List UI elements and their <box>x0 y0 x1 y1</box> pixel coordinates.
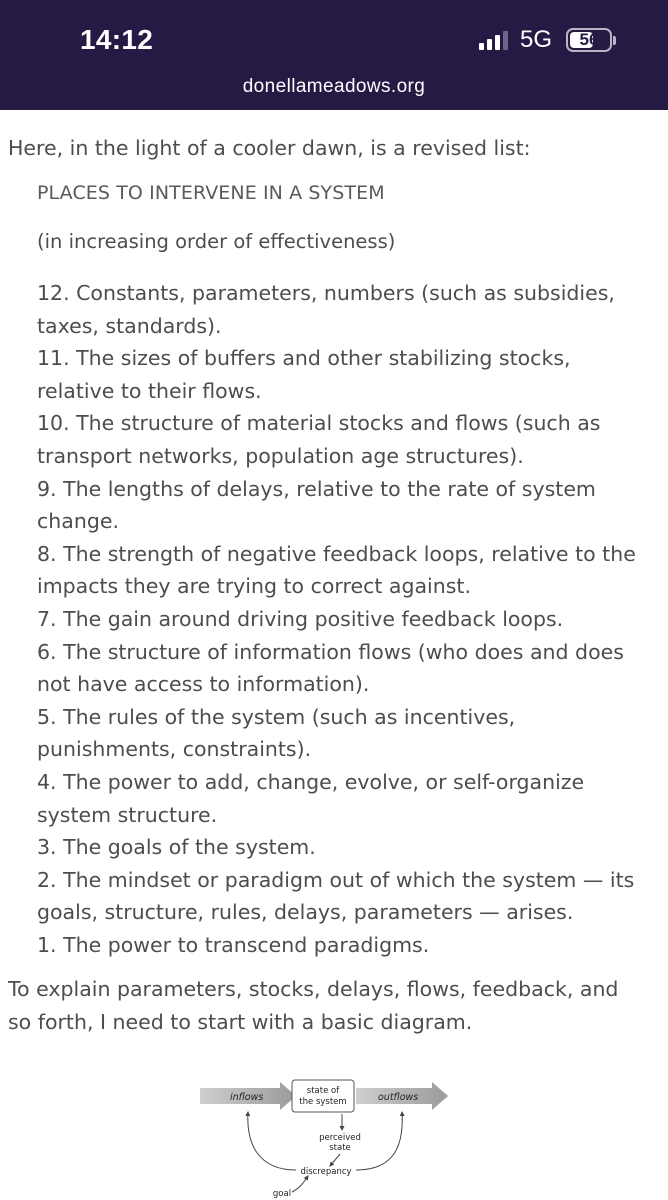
list-item: 6. The structure of information flows (who does and does not have access to information). <box>37 639 624 697</box>
status-and-url-bar <box>0 0 668 110</box>
outflows-arrow <box>356 1082 448 1110</box>
perceived-label-line2: state <box>329 1143 351 1153</box>
list-item: 12. Constants, parameters, numbers (such as subsidies, taxes, standards). <box>37 281 615 338</box>
address-bar-url[interactable]: donellameadows.org <box>242 76 426 97</box>
list-item: 7. The gain around driving positive feedback loops. <box>37 606 564 631</box>
state-label-line2: the system <box>299 1097 347 1107</box>
state-label-line1: state of <box>306 1086 340 1096</box>
perceived-to-discrepancy-arrow <box>330 1154 340 1166</box>
discrepancy-label: discrepancy <box>300 1167 352 1177</box>
inflows-label: inflows <box>230 1092 264 1103</box>
list-item: 1. The power to transcend paradigms. <box>37 932 430 957</box>
list-item: 9. The lengths of delays, relative to the rate of system change. <box>37 476 596 534</box>
state-box <box>292 1080 354 1112</box>
feedback-to-inflows-arrow <box>248 1112 296 1170</box>
intro-paragraph: Here, in the light of a cooler dawn, is a revised list: <box>8 136 531 160</box>
network-type: 5G <box>519 26 552 53</box>
system-diagram <box>190 1036 460 1200</box>
list-title: PLACES TO INTERVENE IN A SYSTEM <box>37 182 385 204</box>
feedback-to-outflows-arrow <box>356 1112 402 1170</box>
goal-label: goal <box>272 1189 292 1199</box>
list-item: 11. The sizes of buffers and other stabilizing stocks, relative to their flows. <box>37 346 571 403</box>
intervention-list <box>37 277 637 961</box>
cellular-signal-icon <box>479 30 508 50</box>
battery-level: 56 <box>579 30 599 49</box>
list-item: 5. The rules of the system (such as incentives, punishments, constraints). <box>37 704 516 762</box>
intervention-list-block <box>37 182 637 204</box>
list-item: 4. The power to add, change, evolve, or self-organize system structure. <box>37 769 585 827</box>
status-time: 14:12 <box>80 24 154 55</box>
list-subtitle: (in increasing order of effectiveness) <box>37 230 396 253</box>
status-indicators <box>479 26 616 54</box>
list-item: 2. The mindset or paradigm out of which the system — its goals, structure, rules, delays, parameters — arises. <box>37 867 635 925</box>
goal-to-discrepancy-arrow <box>292 1176 308 1192</box>
perceived-label-line1: perceived <box>319 1133 361 1143</box>
outflows-label: outflows <box>378 1092 419 1103</box>
list-subtitle-block <box>37 230 637 253</box>
list-item: 8. The strength of negative feedback loops, relative to the impacts they are trying to correct against. <box>37 541 636 599</box>
list-item: 3. The goals of the system. <box>37 835 316 860</box>
inflows-arrow <box>200 1082 296 1110</box>
outro-paragraph: To explain parameters, stocks, delays, flows, feedback, and so forth, I need to start with a basic diagram. <box>8 977 619 1034</box>
battery-icon <box>566 28 616 52</box>
list-item: 10. The structure of material stocks and flows (such as transport networks, population age structures). <box>37 411 601 468</box>
